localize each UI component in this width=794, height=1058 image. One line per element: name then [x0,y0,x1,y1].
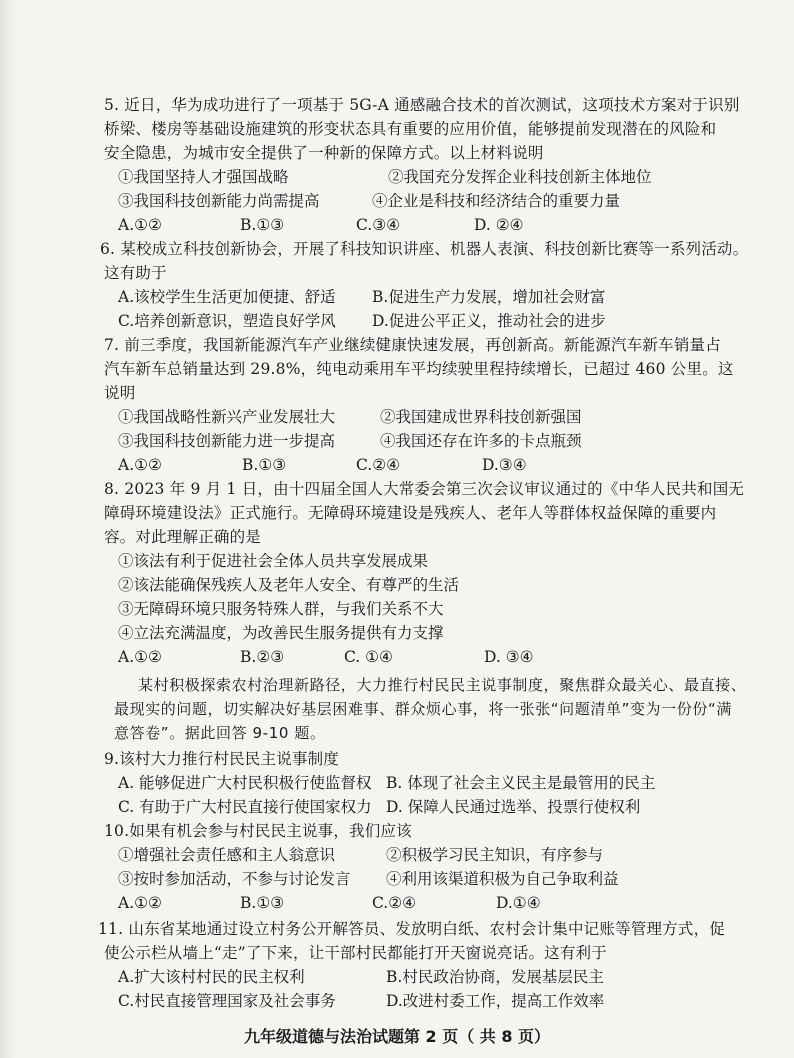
q10-choice-d: D.①④ [496,894,541,912]
q7-item-2: ②我国建成世界科技创新强国 [380,408,582,426]
material-line-1: 某村积极探索农村治理新路径，大力推行村民民主说事制度，聚焦群众最关心、最直接、 [138,676,747,694]
q7-choice-c: C.②④ [356,456,401,474]
q7-item-4: ④我国还存在许多的卡点瓶颈 [380,432,582,450]
q5-item-2: ②我国充分发挥企业科技创新主体地位 [388,168,652,186]
q7-choice-a: A.①② [118,456,162,474]
q9-choice-c: C. 有助于广大村民直接行使国家权力 [118,798,372,816]
q7-choice-b: B.①③ [242,456,287,474]
q7-item-3: ③我国科技创新能力进一步提高 [118,432,336,450]
q6-choice-a: A.该校学生生活更加便捷、舒适 [118,288,336,306]
q8-choice-b: B.②③ [240,648,285,666]
q10-choice-c: C.②④ [372,894,417,912]
q7-choice-d: D.③④ [482,456,527,474]
q5-stem-line-1: 5. 近日，华为成功进行了一项基于 5G-A 通感融合技术的首次测试，这项技术方案对于识别 [104,96,740,114]
q8-item-2: ②该法能确保残疾人及老年人安全、有尊严的生活 [118,576,460,594]
q6-choice-b: B.促进生产力发展，增加社会财富 [372,288,606,306]
q6-choice-c: C.培养创新意识，塑造良好学风 [118,312,336,330]
q6-stem-line-1: 6. 某校成立科技创新协会，开展了科技知识讲座、机器人表演、科技创新比赛等一系列活动。 [100,240,749,258]
q8-choice-c: C. ①④ [344,648,393,666]
q11-choice-a: A.扩大该村村民的民主权利 [118,968,305,986]
q8-choice-d: D. ③④ [484,648,534,666]
q8-item-3: ③无障碍环境只服务特殊人群，与我们关系不大 [118,600,444,618]
q11-choice-d: D.改进村委工作，提高工作效率 [386,992,605,1010]
q7-stem-line-1: 7. 前三季度，我国新能源汽车产业继续健康快速发展，再创新高。新能源汽车新车销量占 [104,336,721,354]
q11-stem-line-2: 使公示栏从墙上“走”了下来，让干部村民都能打开天窗说亮话。这有利于 [104,944,607,962]
q9-choice-a: A. 能够促进广大村民积极行使监督权 [118,774,372,792]
q10-choice-b: B.①③ [240,894,285,912]
q5-stem-line-2: 桥梁、楼房等基础设施建筑的形变状态具有重要的应用价值，能够提前发现潜在的风险和 [104,120,717,138]
q5-stem-line-3: 安全隐患，为城市安全提供了一种新的保障方式。以上材料说明 [104,144,544,162]
q8-item-1: ①该法有利于促进社会全体人员共享发展成果 [118,552,429,570]
q11-stem-line-1: 11. 山东省某地通过设立村务公开解答员、发放明白纸、农村会计集中记账等管理方式，促 [98,920,725,938]
q10-item-2: ②积极学习民主知识，有序参与 [386,846,604,864]
q10-stem: 10.如果有机会参与村民民主说事，我们应该 [104,822,412,840]
q9-stem: 9.该村大力推行村民民主说事制度 [104,750,339,768]
q11-choice-c: C.村民直接管理国家及社会事务 [118,992,336,1010]
q8-stem-line-3: 容。对此理解正确的是 [104,528,262,546]
q10-item-1: ①增强社会责任感和主人翁意识 [118,846,336,864]
q8-stem-line-2: 障碍环境建设法》正式施行。无障碍环境建设是残疾人、老年人等群体权益保障的重要内 [104,504,717,522]
q8-stem-line-1: 8. 2023 年 9 月 1 日，由十四届全国人大常委会第三次会议审议通过的《中华人民共和国无 [104,480,745,498]
q8-item-4: ④立法充满温度，为改善民生服务提供有力支撑 [118,624,444,642]
q6-stem-line-2: 这有助于 [104,264,167,282]
q9-choice-b: B. 体现了社会主义民主是最管用的民主 [386,774,656,792]
q5-choice-a: A.①② [118,216,162,234]
q5-choice-c: C.③④ [356,216,401,234]
scan-edge-shadow [0,0,16,1058]
q5-choice-b: B.①③ [240,216,285,234]
q5-item-3: ③我国科技创新能力尚需提高 [118,192,320,210]
q5-item-4: ④企业是科技和经济结合的重要力量 [372,192,621,210]
q10-item-4: ④利用该渠道积极为自己争取利益 [386,870,619,888]
page-footer: 九年级道德与法治试题第 2 页（ 共 8 页） [243,1027,551,1046]
q6-choice-d: D.促进公平正义，推动社会的进步 [372,312,606,330]
q5-item-1: ①我国坚持人才强国战略 [118,168,289,186]
material-line-3: 意答卷”。据此回答 9-10 题。 [114,724,326,742]
q11-choice-b: B.村民政治协商，发展基层民主 [386,968,604,986]
q10-choice-a: A.①② [118,894,162,912]
q7-item-1: ①我国战略性新兴产业发展壮大 [118,408,336,426]
q9-choice-d: D. 保障人民通过选举、投票行使权利 [386,798,641,816]
q5-choice-d: D. ②④ [474,216,524,234]
q10-item-3: ③按时参加活动，不参与讨论发言 [118,870,351,888]
q8-choice-a: A.①② [118,648,162,666]
material-line-2: 最现实的问题，切实解决好基层困难事、群众烦心事，将一张张“问题清单”变为一份份“满 [114,700,732,718]
q7-stem-line-3: 说明 [104,384,136,402]
q7-stem-line-2: 汽车新车总销量达到 29.8%，纯电动乘用车平均续驶里程持续增长，已超过 460 公里。这 [104,360,734,378]
